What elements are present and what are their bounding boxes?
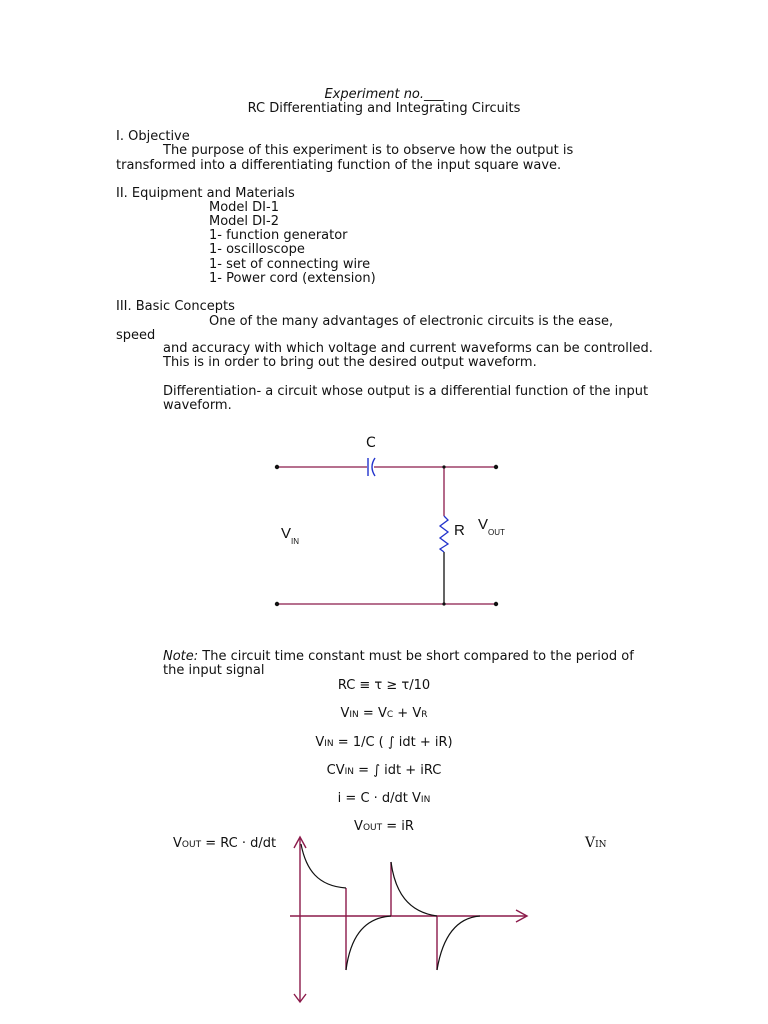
vin-label: $V_{IN}$	[281, 525, 300, 546]
experiment-blank: ___	[424, 87, 444, 102]
equipment-item: 1- Power cord (extension)	[209, 271, 376, 286]
equation-cv: CVIN = ∫ idt + iRC	[326, 763, 442, 778]
graph-vin-label: VIN	[585, 835, 607, 851]
note-label: Note:	[163, 649, 199, 664]
concepts-p1-line-1: One of the many advantages of electronic circuits is the ease,	[209, 314, 614, 329]
objective-line-2: transformed into a differentiating function of the input square wave.	[116, 158, 562, 173]
concepts-p2-line-1: Differentiation- a circuit whose output is a differential function of the input	[163, 384, 649, 399]
capacitor-label: C	[366, 435, 376, 451]
concepts-p2-line-2: waveform.	[163, 398, 232, 413]
equipment-item: 1- oscilloscope	[209, 242, 305, 257]
page-title: RC Differentiating and Integrating Circuits	[247, 101, 521, 116]
concepts-p1-line-2: speed	[116, 328, 156, 343]
equipment-item: Model DI-2	[209, 214, 279, 229]
concepts-p1-line-3: and accuracy with which voltage and current waveforms can be controlled.	[163, 341, 653, 356]
concepts-p1-line-4: This is in order to bring out the desired output waveform.	[163, 355, 537, 370]
note-line-1: Note: The circuit time constant must be short compared to the period of	[163, 649, 634, 664]
resistor-icon	[440, 516, 448, 552]
junction-dot	[442, 465, 445, 468]
equation-integral: VIN = 1/C ( ∫ idt + iR)	[315, 735, 453, 750]
capacitor-icon	[368, 458, 375, 476]
equation-kvl: VIN = VC + VR	[340, 706, 428, 721]
terminal-dot	[275, 465, 279, 469]
equation-vout: VOUT = iR	[354, 819, 414, 834]
waveform-axes	[290, 837, 527, 1002]
equation-current: i = C · d/dt VIN	[337, 791, 431, 806]
junction-dot	[442, 602, 445, 605]
equipment-item: 1- set of connecting wire	[209, 257, 371, 272]
equipment-heading: II. Equipment and Materials	[116, 186, 295, 201]
equation-time-constant: RC ≡ τ ≥ τ/10	[337, 678, 431, 693]
graph-vout-formula: VOUT = RC · d/dt	[173, 836, 277, 851]
objective-heading: I. Objective	[116, 129, 190, 144]
concepts-heading: III. Basic Concepts	[116, 299, 235, 314]
equipment-item: 1- function generator	[209, 228, 348, 243]
resistor-label: R	[454, 522, 465, 539]
equipment-item: Model DI-1	[209, 200, 279, 215]
terminal-dot	[494, 465, 498, 469]
terminal-dot	[494, 602, 498, 606]
terminal-dot	[275, 602, 279, 606]
vout-label: $V_{OUT}$	[478, 516, 505, 537]
note-line-2: the input signal	[163, 663, 265, 678]
experiment-label: Experiment no.	[324, 87, 425, 102]
objective-line-1: The purpose of this experiment is to observe how the output is	[163, 143, 574, 158]
